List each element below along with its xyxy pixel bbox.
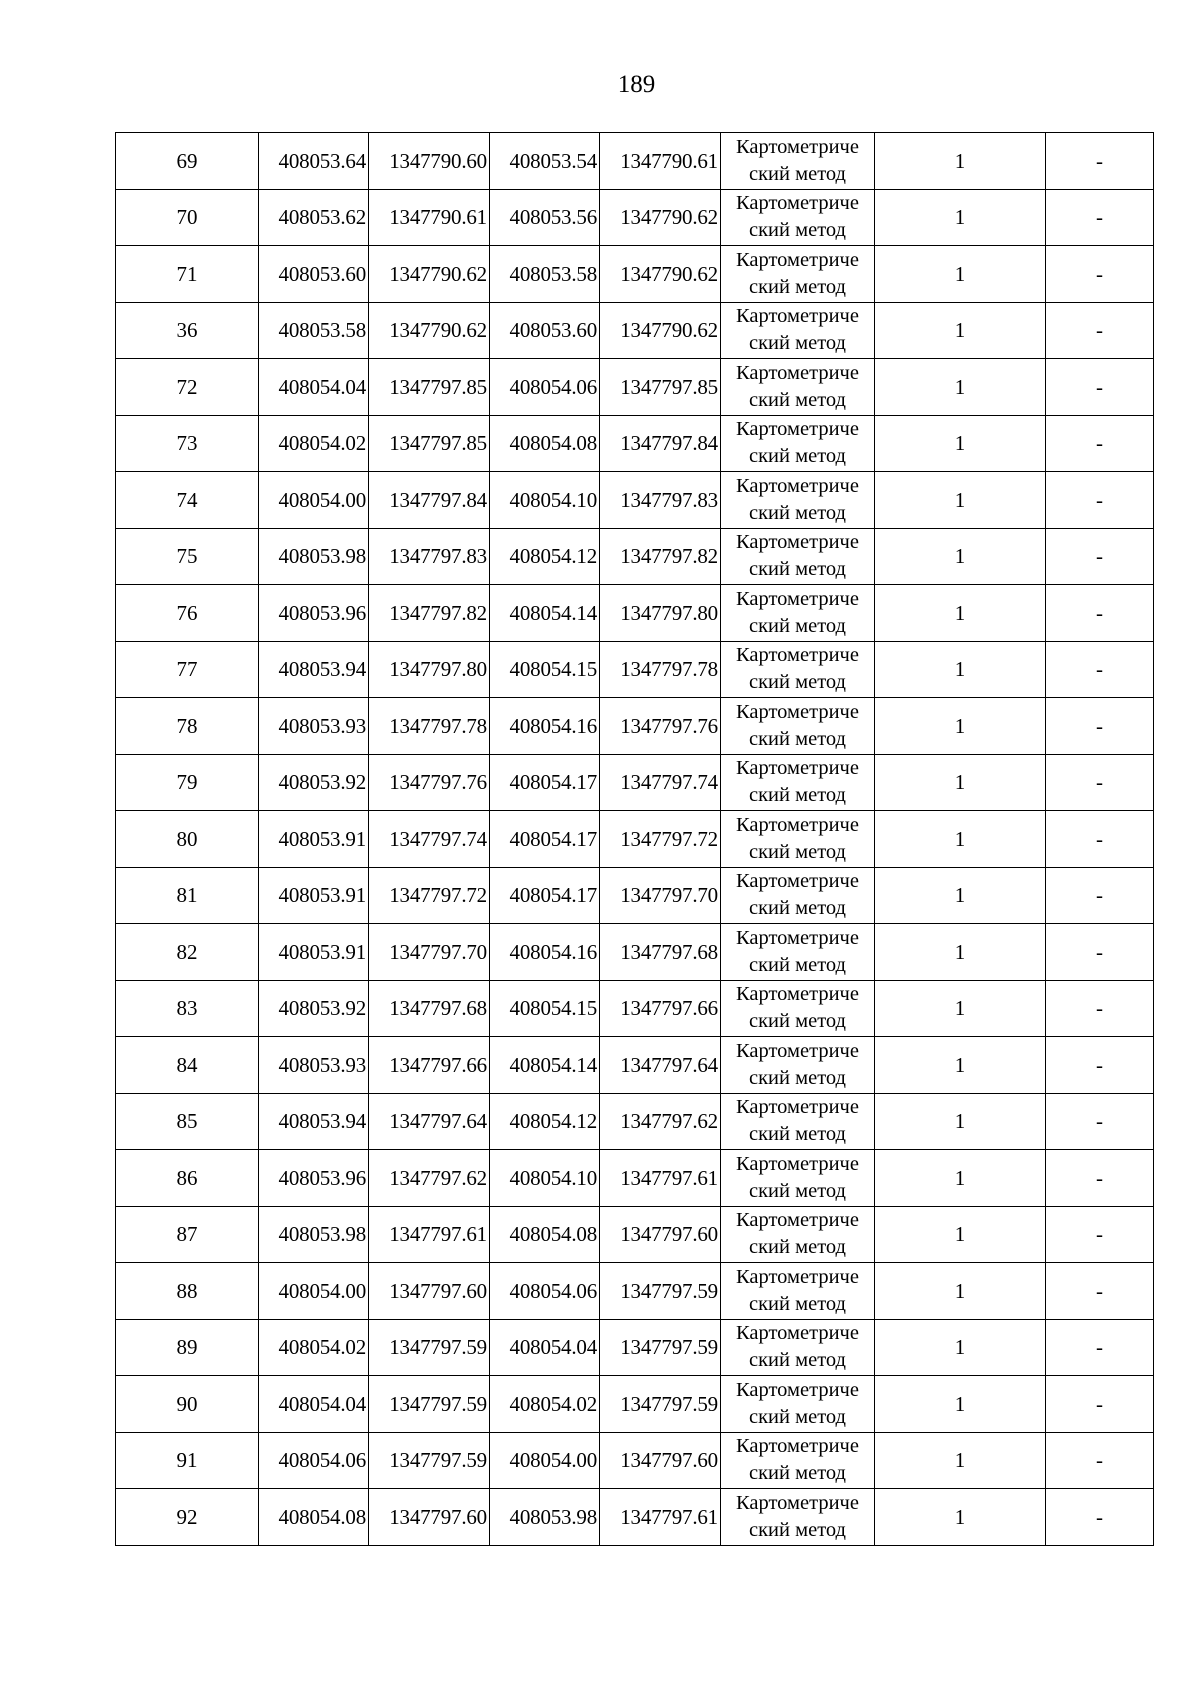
note-cell: - [1046,246,1154,303]
point-number-cell: 78 [116,698,259,755]
table-row [116,1489,1154,1546]
x-clarified-cell: 408054.04 [490,1319,600,1376]
x-existing-cell: 408053.92 [259,754,369,811]
y-existing-cell: 1347797.64 [369,1093,490,1150]
method-line-1: Картометриче [736,757,859,780]
table-row [116,1037,1154,1094]
y-existing-cell: 1347790.60 [369,133,490,190]
method-line-1: Картометриче [736,1096,859,1119]
method-line-2: ский метод [749,1066,846,1089]
table-row [116,359,1154,416]
y-clarified-cell: 1347797.83 [600,472,721,529]
method-line-1: Картометриче [736,644,859,667]
point-number-cell: 74 [116,472,259,529]
note-cell: - [1046,1319,1154,1376]
point-number-cell: 85 [116,1093,259,1150]
x-existing-cell: 408054.04 [259,1376,369,1433]
x-existing-cell: 408054.00 [259,1263,369,1320]
note-cell: - [1046,133,1154,190]
accuracy-cell: 1 [875,1489,1046,1546]
method-cell [721,528,875,585]
method-cell [721,698,875,755]
y-clarified-cell: 1347797.70 [600,867,721,924]
x-existing-cell: 408053.94 [259,641,369,698]
y-clarified-cell: 1347797.80 [600,585,721,642]
accuracy-cell: 1 [875,924,1046,981]
y-existing-cell: 1347797.85 [369,359,490,416]
accuracy-cell: 1 [875,415,1046,472]
method-line-1: Картометриче [736,361,859,384]
coordinates-table [115,132,1154,1546]
x-existing-cell: 408054.02 [259,415,369,472]
point-number-cell: 79 [116,754,259,811]
x-existing-cell: 408053.60 [259,246,369,303]
y-existing-cell: 1347797.61 [369,1206,490,1263]
y-existing-cell: 1347797.72 [369,867,490,924]
method-line-2: ский метод [749,558,846,581]
y-existing-cell: 1347797.84 [369,472,490,529]
x-existing-cell: 408053.92 [259,980,369,1037]
x-existing-cell: 408053.93 [259,1037,369,1094]
accuracy-cell: 1 [875,302,1046,359]
y-clarified-cell: 1347797.82 [600,528,721,585]
x-clarified-cell: 408054.10 [490,472,600,529]
table-row [116,246,1154,303]
method-cell [721,867,875,924]
method-cell [721,641,875,698]
y-existing-cell: 1347797.59 [369,1319,490,1376]
y-clarified-cell: 1347797.72 [600,811,721,868]
table-row [116,585,1154,642]
point-number-cell: 89 [116,1319,259,1376]
x-existing-cell: 408053.62 [259,189,369,246]
x-clarified-cell: 408054.10 [490,1150,600,1207]
method-line-1: Картометриче [736,700,859,723]
x-clarified-cell: 408054.15 [490,641,600,698]
method-line-2: ский метод [749,1518,846,1541]
accuracy-cell: 1 [875,472,1046,529]
y-existing-cell: 1347797.85 [369,415,490,472]
table-row [116,641,1154,698]
point-number-cell: 75 [116,528,259,585]
point-number-cell: 84 [116,1037,259,1094]
x-clarified-cell: 408053.58 [490,246,600,303]
x-existing-cell: 408053.93 [259,698,369,755]
point-number-cell: 70 [116,189,259,246]
y-existing-cell: 1347797.76 [369,754,490,811]
y-clarified-cell: 1347790.62 [600,302,721,359]
table-row [116,1376,1154,1433]
y-existing-cell: 1347797.60 [369,1263,490,1320]
accuracy-cell: 1 [875,359,1046,416]
point-number-cell: 90 [116,1376,259,1433]
table-row [116,528,1154,585]
method-cell [721,1432,875,1489]
method-line-1: Картометриче [736,1039,859,1062]
method-line-2: ский метод [749,1010,846,1033]
accuracy-cell: 1 [875,1319,1046,1376]
method-cell [721,415,875,472]
note-cell: - [1046,1263,1154,1320]
y-clarified-cell: 1347797.76 [600,698,721,755]
method-line-1: Картометриче [736,926,859,949]
method-line-2: ский метод [749,275,846,298]
x-clarified-cell: 408054.17 [490,811,600,868]
point-number-cell: 69 [116,133,259,190]
x-clarified-cell: 408054.17 [490,867,600,924]
y-existing-cell: 1347797.70 [369,924,490,981]
table-row [116,1206,1154,1263]
method-line-1: Картометриче [736,1322,859,1345]
accuracy-cell: 1 [875,1150,1046,1207]
method-cell [721,189,875,246]
table-row [116,472,1154,529]
point-number-cell: 86 [116,1150,259,1207]
y-clarified-cell: 1347797.62 [600,1093,721,1150]
x-clarified-cell: 408054.00 [490,1432,600,1489]
accuracy-cell: 1 [875,1432,1046,1489]
method-line-2: ский метод [749,1462,846,1485]
y-clarified-cell: 1347797.66 [600,980,721,1037]
method-cell [721,754,875,811]
y-existing-cell: 1347797.74 [369,811,490,868]
note-cell: - [1046,1093,1154,1150]
method-cell [721,1263,875,1320]
y-clarified-cell: 1347797.68 [600,924,721,981]
x-clarified-cell: 408054.08 [490,415,600,472]
method-line-2: ский метод [749,332,846,355]
note-cell: - [1046,585,1154,642]
y-existing-cell: 1347797.80 [369,641,490,698]
note-cell: - [1046,1432,1154,1489]
note-cell: - [1046,302,1154,359]
method-cell [721,1489,875,1546]
y-clarified-cell: 1347797.84 [600,415,721,472]
method-line-1: Картометриче [736,418,859,441]
x-clarified-cell: 408054.15 [490,980,600,1037]
accuracy-cell: 1 [875,980,1046,1037]
y-existing-cell: 1347790.61 [369,189,490,246]
accuracy-cell: 1 [875,1206,1046,1263]
table-row [116,924,1154,981]
point-number-cell: 88 [116,1263,259,1320]
x-clarified-cell: 408054.16 [490,924,600,981]
x-existing-cell: 408053.98 [259,528,369,585]
note-cell: - [1046,867,1154,924]
method-cell [721,585,875,642]
accuracy-cell: 1 [875,189,1046,246]
y-clarified-cell: 1347797.64 [600,1037,721,1094]
table-row [116,754,1154,811]
accuracy-cell: 1 [875,246,1046,303]
note-cell: - [1046,698,1154,755]
x-clarified-cell: 408054.14 [490,585,600,642]
y-existing-cell: 1347797.66 [369,1037,490,1094]
y-existing-cell: 1347797.62 [369,1150,490,1207]
x-existing-cell: 408054.08 [259,1489,369,1546]
method-line-2: ский метод [749,445,846,468]
y-clarified-cell: 1347797.61 [600,1489,721,1546]
y-clarified-cell: 1347790.62 [600,189,721,246]
accuracy-cell: 1 [875,641,1046,698]
x-existing-cell: 408054.00 [259,472,369,529]
method-line-2: ский метод [749,1349,846,1372]
method-line-1: Картометриче [736,474,859,497]
accuracy-cell: 1 [875,1263,1046,1320]
method-line-1: Картометриче [736,1435,859,1458]
point-number-cell: 83 [116,980,259,1037]
accuracy-cell: 1 [875,133,1046,190]
note-cell: - [1046,1489,1154,1546]
y-existing-cell: 1347790.62 [369,302,490,359]
table-row [116,415,1154,472]
method-line-2: ский метод [749,219,846,242]
method-line-2: ский метод [749,162,846,185]
x-clarified-cell: 408054.14 [490,1037,600,1094]
x-clarified-cell: 408053.60 [490,302,600,359]
table-row [116,867,1154,924]
y-existing-cell: 1347797.59 [369,1432,490,1489]
y-clarified-cell: 1347797.59 [600,1376,721,1433]
table-row [116,1263,1154,1320]
x-clarified-cell: 408054.16 [490,698,600,755]
method-line-1: Картометриче [736,1265,859,1288]
y-existing-cell: 1347797.82 [369,585,490,642]
y-clarified-cell: 1347790.62 [600,246,721,303]
method-cell [721,1319,875,1376]
note-cell: - [1046,1376,1154,1433]
method-cell [721,302,875,359]
note-cell: - [1046,472,1154,529]
method-line-2: ский метод [749,840,846,863]
y-clarified-cell: 1347797.78 [600,641,721,698]
y-existing-cell: 1347797.60 [369,1489,490,1546]
method-cell [721,1206,875,1263]
method-line-1: Картометриче [736,1378,859,1401]
method-line-1: Картометриче [736,1152,859,1175]
table-row [116,302,1154,359]
method-line-2: ский метод [749,897,846,920]
point-number-cell: 81 [116,867,259,924]
x-clarified-cell: 408053.56 [490,189,600,246]
accuracy-cell: 1 [875,867,1046,924]
method-cell [721,1093,875,1150]
method-line-2: ский метод [749,784,846,807]
method-line-2: ский метод [749,1236,846,1259]
point-number-cell: 72 [116,359,259,416]
method-cell [721,246,875,303]
note-cell: - [1046,980,1154,1037]
method-cell [721,1376,875,1433]
y-existing-cell: 1347797.59 [369,1376,490,1433]
method-line-2: ский метод [749,953,846,976]
note-cell: - [1046,1150,1154,1207]
note-cell: - [1046,528,1154,585]
method-line-2: ский метод [749,614,846,637]
x-clarified-cell: 408053.54 [490,133,600,190]
y-clarified-cell: 1347797.59 [600,1263,721,1320]
point-number-cell: 36 [116,302,259,359]
table-row [116,133,1154,190]
method-line-1: Картометриче [736,531,859,554]
x-existing-cell: 408053.58 [259,302,369,359]
note-cell: - [1046,1037,1154,1094]
accuracy-cell: 1 [875,811,1046,868]
method-line-2: ский метод [749,1179,846,1202]
method-cell [721,811,875,868]
page-number: 189 [617,71,656,98]
method-cell [721,472,875,529]
y-clarified-cell: 1347797.59 [600,1319,721,1376]
point-number-cell: 76 [116,585,259,642]
x-existing-cell: 408053.91 [259,867,369,924]
method-line-2: ский метод [749,671,846,694]
method-line-2: ский метод [749,1292,846,1315]
y-existing-cell: 1347797.83 [369,528,490,585]
accuracy-cell: 1 [875,585,1046,642]
y-existing-cell: 1347797.68 [369,980,490,1037]
accuracy-cell: 1 [875,1093,1046,1150]
table-row [116,189,1154,246]
y-existing-cell: 1347797.78 [369,698,490,755]
x-clarified-cell: 408054.02 [490,1376,600,1433]
method-line-2: ский метод [749,727,846,750]
method-line-2: ский метод [749,388,846,411]
x-existing-cell: 408054.06 [259,1432,369,1489]
accuracy-cell: 1 [875,1037,1046,1094]
method-cell [721,924,875,981]
table-row [116,1432,1154,1489]
method-line-2: ский метод [749,1123,846,1146]
x-clarified-cell: 408053.98 [490,1489,600,1546]
table-row [116,1150,1154,1207]
accuracy-cell: 1 [875,754,1046,811]
method-line-1: Картометриче [736,305,859,328]
x-existing-cell: 408053.98 [259,1206,369,1263]
x-existing-cell: 408053.91 [259,811,369,868]
x-existing-cell: 408054.04 [259,359,369,416]
table-row [116,811,1154,868]
x-clarified-cell: 408054.12 [490,1093,600,1150]
note-cell: - [1046,811,1154,868]
x-existing-cell: 408053.64 [259,133,369,190]
point-number-cell: 80 [116,811,259,868]
accuracy-cell: 1 [875,1376,1046,1433]
method-cell [721,359,875,416]
note-cell: - [1046,1206,1154,1263]
note-cell: - [1046,415,1154,472]
method-line-1: Картометриче [736,192,859,215]
note-cell: - [1046,754,1154,811]
point-number-cell: 71 [116,246,259,303]
method-line-1: Картометриче [736,983,859,1006]
method-cell [721,980,875,1037]
method-line-1: Картометриче [736,870,859,893]
y-existing-cell: 1347790.62 [369,246,490,303]
x-existing-cell: 408053.94 [259,1093,369,1150]
method-cell [721,133,875,190]
accuracy-cell: 1 [875,528,1046,585]
method-cell [721,1037,875,1094]
y-clarified-cell: 1347797.74 [600,754,721,811]
method-line-1: Картометриче [736,813,859,836]
x-existing-cell: 408053.96 [259,1150,369,1207]
table-row [116,980,1154,1037]
y-clarified-cell: 1347797.61 [600,1150,721,1207]
method-cell [721,1150,875,1207]
note-cell: - [1046,359,1154,416]
point-number-cell: 82 [116,924,259,981]
method-line-1: Картометриче [736,135,859,158]
x-existing-cell: 408054.02 [259,1319,369,1376]
x-clarified-cell: 408054.06 [490,1263,600,1320]
x-clarified-cell: 408054.08 [490,1206,600,1263]
method-line-1: Картометриче [736,587,859,610]
method-line-1: Картометриче [736,1209,859,1232]
x-clarified-cell: 408054.17 [490,754,600,811]
note-cell: - [1046,924,1154,981]
y-clarified-cell: 1347797.85 [600,359,721,416]
x-clarified-cell: 408054.12 [490,528,600,585]
point-number-cell: 77 [116,641,259,698]
table-row [116,1319,1154,1376]
y-clarified-cell: 1347797.60 [600,1432,721,1489]
x-clarified-cell: 408054.06 [490,359,600,416]
point-number-cell: 87 [116,1206,259,1263]
method-line-1: Картометриче [736,248,859,271]
y-clarified-cell: 1347790.61 [600,133,721,190]
method-line-1: Картометриче [736,1491,859,1514]
table-row [116,1093,1154,1150]
y-clarified-cell: 1347797.60 [600,1206,721,1263]
x-existing-cell: 408053.96 [259,585,369,642]
table-body [116,133,1154,1546]
x-existing-cell: 408053.91 [259,924,369,981]
note-cell: - [1046,641,1154,698]
note-cell: - [1046,189,1154,246]
table-row [116,698,1154,755]
method-line-2: ский метод [749,1405,846,1428]
point-number-cell: 91 [116,1432,259,1489]
method-line-2: ский метод [749,501,846,524]
point-number-cell: 73 [116,415,259,472]
point-number-cell: 92 [116,1489,259,1546]
accuracy-cell: 1 [875,698,1046,755]
